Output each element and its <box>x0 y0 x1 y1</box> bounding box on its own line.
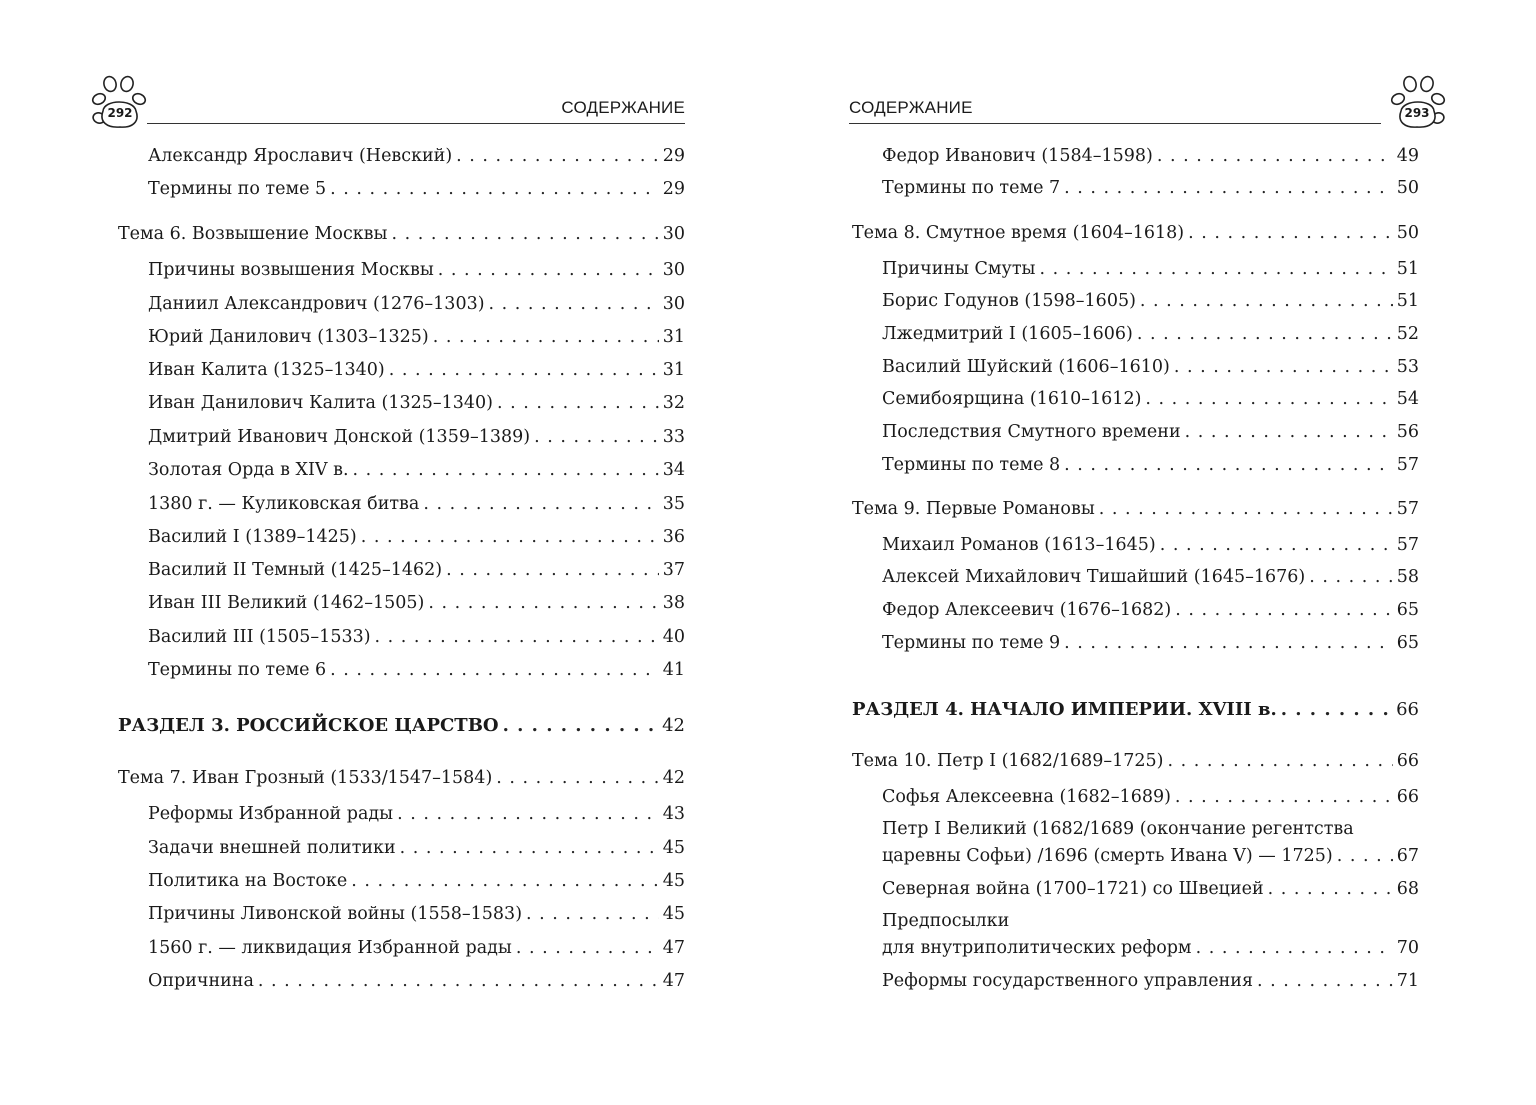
toc-entry-title: Юрий Данилович (1303–1325) <box>148 327 429 347</box>
leader-dots <box>496 767 658 789</box>
toc-entry-title: Василий III (1505–1533) <box>148 627 371 647</box>
toc-entry[interactable] <box>849 878 1419 900</box>
toc-entry[interactable] <box>115 803 685 825</box>
paw-icon <box>88 74 152 136</box>
toc-entry-page: 51 <box>1396 259 1419 279</box>
toc-entry-title: Тема 9. Первые Романовы <box>852 499 1095 519</box>
toc-entry[interactable] <box>849 970 1419 992</box>
toc-entry-title: Последствия Смутного времени <box>882 422 1181 442</box>
toc-entry-page: 30 <box>662 224 685 244</box>
toc-entry-page: 36 <box>662 527 685 547</box>
toc-entry-page: 66 <box>1396 787 1419 807</box>
toc-entry-title: Василий I (1389–1425) <box>148 527 357 547</box>
toc-entry[interactable] <box>115 870 685 892</box>
toc-entry-page: 49 <box>1396 146 1419 166</box>
leader-dots <box>1157 145 1393 167</box>
toc-entry-title: Реформы Избранной рады <box>148 804 394 824</box>
toc-topic[interactable] <box>115 223 685 245</box>
toc-entry-page: 31 <box>662 327 685 347</box>
toc-entry-page: 45 <box>662 838 685 858</box>
leader-dots <box>497 392 659 414</box>
toc-entry-page: 47 <box>662 938 685 958</box>
leader-dots <box>389 359 659 381</box>
toc-entry-page: 47 <box>662 971 685 991</box>
toc-entry-title: царевны Софьи) /1696 (смерть Ивана V) — 1725) <box>882 846 1333 866</box>
toc-entry-title: Василий Шуйский (1606–1610) <box>882 357 1170 377</box>
leader-dots <box>1064 454 1393 476</box>
toc-entry-title: Тема 7. Иван Грозный (1533/1547–1584) <box>118 768 493 788</box>
toc-entry[interactable] <box>849 388 1419 410</box>
toc-entry-page: 37 <box>662 560 685 580</box>
running-head: СОДЕРЖАНИЕ <box>147 96 685 124</box>
toc-entry-page: 45 <box>662 904 685 924</box>
toc-entry-title: Золотая Орда в XIV в. <box>148 460 349 480</box>
toc-entry[interactable] <box>849 566 1419 588</box>
toc-entry-page: 35 <box>662 494 685 514</box>
toc-entry-page: 40 <box>662 627 685 647</box>
toc-entry[interactable] <box>115 937 685 959</box>
leader-dots <box>1257 970 1393 992</box>
toc-entry-page: 43 <box>662 804 685 824</box>
toc-entry-title: Термины по теме 5 <box>148 179 327 199</box>
toc-entry-title: Александр Ярославич (Невский) <box>148 146 453 166</box>
toc-entry[interactable] <box>115 145 685 167</box>
toc-entry-page: 57 <box>1396 455 1419 475</box>
leader-dots <box>1174 356 1393 378</box>
toc-entry-title: Борис Годунов (1598–1605) <box>882 291 1136 311</box>
toc-entry-page: 29 <box>662 146 685 166</box>
running-head: СОДЕРЖАНИЕ <box>849 96 1381 124</box>
leader-dots <box>438 259 659 281</box>
toc-entry-page: 42 <box>662 715 685 736</box>
toc-entry-page: 58 <box>1396 567 1419 587</box>
toc-entry[interactable] <box>115 626 685 648</box>
toc-entry[interactable] <box>849 421 1419 443</box>
toc-entry[interactable] <box>849 145 1419 167</box>
toc-entry[interactable] <box>849 937 1419 959</box>
page-number: 292 <box>107 106 133 120</box>
leader-dots <box>1175 786 1393 808</box>
leader-dots <box>446 559 659 581</box>
toc-entry[interactable] <box>115 559 685 581</box>
toc-entry-title: 1380 г. — Куликовская битва <box>148 494 420 514</box>
toc-entry-title: Тема 10. Петр I (1682/1689–1725) <box>852 751 1164 771</box>
toc-topic[interactable] <box>115 767 685 789</box>
leader-dots <box>1281 699 1392 721</box>
toc-entry-page: 70 <box>1396 938 1419 958</box>
toc-entry-page: 42 <box>662 768 685 788</box>
leader-dots <box>1268 878 1393 900</box>
toc-section[interactable] <box>115 715 685 737</box>
toc-section-title: РАЗДЕЛ 3. РОССИЙСКОЕ ЦАРСТВО <box>118 715 499 736</box>
toc-entry-title: Алексей Михайлович Тишайший (1645–1676) <box>882 567 1306 587</box>
toc-entry[interactable] <box>849 786 1419 808</box>
toc-entry-title: Василий II Темный (1425–1462) <box>148 560 443 580</box>
leader-dots <box>330 178 659 200</box>
page-number: 293 <box>1404 106 1430 120</box>
toc-entry[interactable] <box>115 459 685 481</box>
leader-dots <box>1175 599 1392 621</box>
toc-entry-page: 56 <box>1396 422 1419 442</box>
toc-entry-page: 65 <box>1396 633 1419 653</box>
toc-entry-title: Реформы государственного управления <box>882 971 1253 991</box>
leader-dots <box>1196 937 1393 959</box>
leader-dots <box>1167 750 1392 772</box>
toc-topic[interactable] <box>849 750 1419 772</box>
leader-dots <box>1337 845 1393 867</box>
toc-entry-title: Политика на Востоке <box>148 871 348 891</box>
toc-entry-page: 30 <box>662 260 685 280</box>
toc-entry-page: 41 <box>662 660 685 680</box>
toc-entry-title: Причины Смуты <box>882 259 1036 279</box>
toc-entry-page: 57 <box>1396 499 1419 519</box>
leader-dots <box>526 903 659 925</box>
toc-entry[interactable] <box>115 659 685 681</box>
toc-entry-title: Термины по теме 7 <box>882 178 1061 198</box>
toc-topic[interactable] <box>849 498 1419 520</box>
toc-entry-title: Тема 8. Смутное время (1604–1618) <box>852 223 1185 243</box>
toc-entry-title: Лжедмитрий I (1605–1606) <box>882 324 1133 344</box>
toc-entry-title: Иван Данилович Калита (1325–1340) <box>148 393 493 413</box>
leader-dots <box>351 870 658 892</box>
leader-dots <box>1145 388 1392 410</box>
toc-entry-page: 50 <box>1396 178 1419 198</box>
leader-dots <box>433 326 659 348</box>
leader-dots <box>423 493 658 515</box>
toc-entry-page: 31 <box>662 360 685 380</box>
toc-entry-title: 1560 г. — ликвидация Избранной рады <box>148 938 512 958</box>
toc-entry-title: Федор Иванович (1584–1598) <box>882 146 1153 166</box>
toc-entry-page: 67 <box>1396 846 1419 866</box>
toc-entry-title-line1: Петр I Великий (1682/1689 (окончание регентства <box>882 819 1354 839</box>
toc-entry-page: 45 <box>662 871 685 891</box>
toc-entry[interactable] <box>115 426 685 448</box>
toc-entry-title: Опричнина <box>148 971 254 991</box>
toc-entry-page: 54 <box>1396 389 1419 409</box>
toc-entry-title: Причины возвышения Москвы <box>148 260 434 280</box>
toc-entry[interactable] <box>115 326 685 348</box>
toc-entry-title: Софья Алексеевна (1682–1689) <box>882 787 1171 807</box>
toc-entry[interactable] <box>115 592 685 614</box>
toc-entry-title: Иван III Великий (1462–1505) <box>148 593 425 613</box>
leader-dots <box>534 426 659 448</box>
toc-entry-title: Причины Ливонской войны (1558–1583) <box>148 904 523 924</box>
toc-entry[interactable] <box>849 632 1419 654</box>
toc-entry[interactable] <box>115 392 685 414</box>
toc-entry-title-line1: Предпосылки <box>882 911 1010 931</box>
toc-entry-title: Термины по теме 6 <box>148 660 327 680</box>
toc-entry[interactable] <box>849 258 1419 280</box>
leader-dots <box>1064 177 1393 199</box>
toc-entry-title: Федор Алексеевич (1676–1682) <box>882 600 1172 620</box>
toc-entry-page: 34 <box>662 460 685 480</box>
toc-entry[interactable] <box>115 526 685 548</box>
toc-entry[interactable] <box>849 177 1419 199</box>
toc-entry-page: 30 <box>662 294 685 314</box>
leader-dots <box>1309 566 1392 588</box>
leader-dots <box>456 145 659 167</box>
toc-entry[interactable] <box>849 323 1419 345</box>
leader-dots <box>397 803 659 825</box>
toc-section-title: РАЗДЕЛ 4. НАЧАЛО ИМПЕРИИ. XVIII в. <box>852 699 1277 720</box>
toc-entry-title: Термины по теме 9 <box>882 633 1061 653</box>
toc-entry-page: 71 <box>1396 971 1419 991</box>
toc-entry[interactable] <box>849 845 1419 867</box>
toc-entry-title: Тема 6. Возвышение Москвы <box>118 224 388 244</box>
toc-entry[interactable] <box>115 970 685 992</box>
toc-entry[interactable] <box>115 259 685 281</box>
toc-entry-title: для внутриполитических реформ <box>882 938 1192 958</box>
leader-dots <box>361 526 659 548</box>
toc-entry[interactable] <box>849 356 1419 378</box>
leader-dots <box>1064 632 1393 654</box>
toc-entry[interactable] <box>115 493 685 515</box>
toc-entry-page: 50 <box>1396 223 1419 243</box>
paw-page-number-badge <box>88 74 152 136</box>
toc-entry-title: Иван Калита (1325–1340) <box>148 360 385 380</box>
toc-entry[interactable] <box>849 290 1419 312</box>
toc-entry[interactable] <box>115 293 685 315</box>
toc-entry[interactable] <box>849 454 1419 476</box>
paw-page-number-badge <box>1385 74 1449 136</box>
leader-dots <box>330 659 659 681</box>
leader-dots <box>1137 323 1393 345</box>
right-page <box>849 0 1429 1105</box>
toc-entry-page: 29 <box>662 179 685 199</box>
toc-entry-page: 32 <box>662 393 685 413</box>
toc-entry-title: Михаил Романов (1613–1645) <box>882 535 1156 555</box>
leader-dots <box>258 970 659 992</box>
leader-dots <box>1099 498 1393 520</box>
paw-icon <box>1385 74 1449 136</box>
leader-dots <box>1140 290 1393 312</box>
toc-entry-page: 66 <box>1396 699 1419 720</box>
toc-entry-page: 65 <box>1396 600 1419 620</box>
toc-entry-page: 66 <box>1396 751 1419 771</box>
toc-entry-title: Термины по теме 8 <box>882 455 1061 475</box>
toc-entry[interactable] <box>115 903 685 925</box>
toc-entry[interactable] <box>115 837 685 859</box>
leader-dots <box>353 459 659 481</box>
leader-dots <box>1188 222 1393 244</box>
left-page <box>107 0 695 1105</box>
toc-entry-page: 38 <box>662 593 685 613</box>
toc-entry-title: Дмитрий Иванович Донской (1359–1389) <box>148 427 531 447</box>
leader-dots <box>489 293 659 315</box>
toc-entry[interactable] <box>849 599 1419 621</box>
toc-entry-page: 51 <box>1396 291 1419 311</box>
toc-entry-page: 33 <box>662 427 685 447</box>
leader-dots <box>1039 258 1392 280</box>
toc-entry[interactable] <box>115 178 685 200</box>
toc-entry-title: Даниил Александрович (1276–1303) <box>148 294 485 314</box>
leader-dots <box>375 626 659 648</box>
toc-entry-title: Северная война (1700–1721) со Швецией <box>882 879 1264 899</box>
leader-dots <box>400 837 659 859</box>
leader-dots <box>1160 534 1393 556</box>
toc-section[interactable] <box>849 699 1419 721</box>
toc-entry-page: 53 <box>1396 357 1419 377</box>
toc-entry[interactable] <box>849 534 1419 556</box>
leader-dots <box>428 592 658 614</box>
toc-entry-page: 68 <box>1396 879 1419 899</box>
leader-dots <box>1185 421 1393 443</box>
toc-topic[interactable] <box>849 222 1419 244</box>
leader-dots <box>391 223 658 245</box>
toc-entry-title: Задачи внешней политики <box>148 838 396 858</box>
toc-entry[interactable] <box>115 359 685 381</box>
toc-entry-page: 52 <box>1396 324 1419 344</box>
toc-entry-title: Семибоярщина (1610–1612) <box>882 389 1142 409</box>
leader-dots <box>503 715 659 737</box>
leader-dots <box>516 937 659 959</box>
toc-entry-page: 57 <box>1396 535 1419 555</box>
